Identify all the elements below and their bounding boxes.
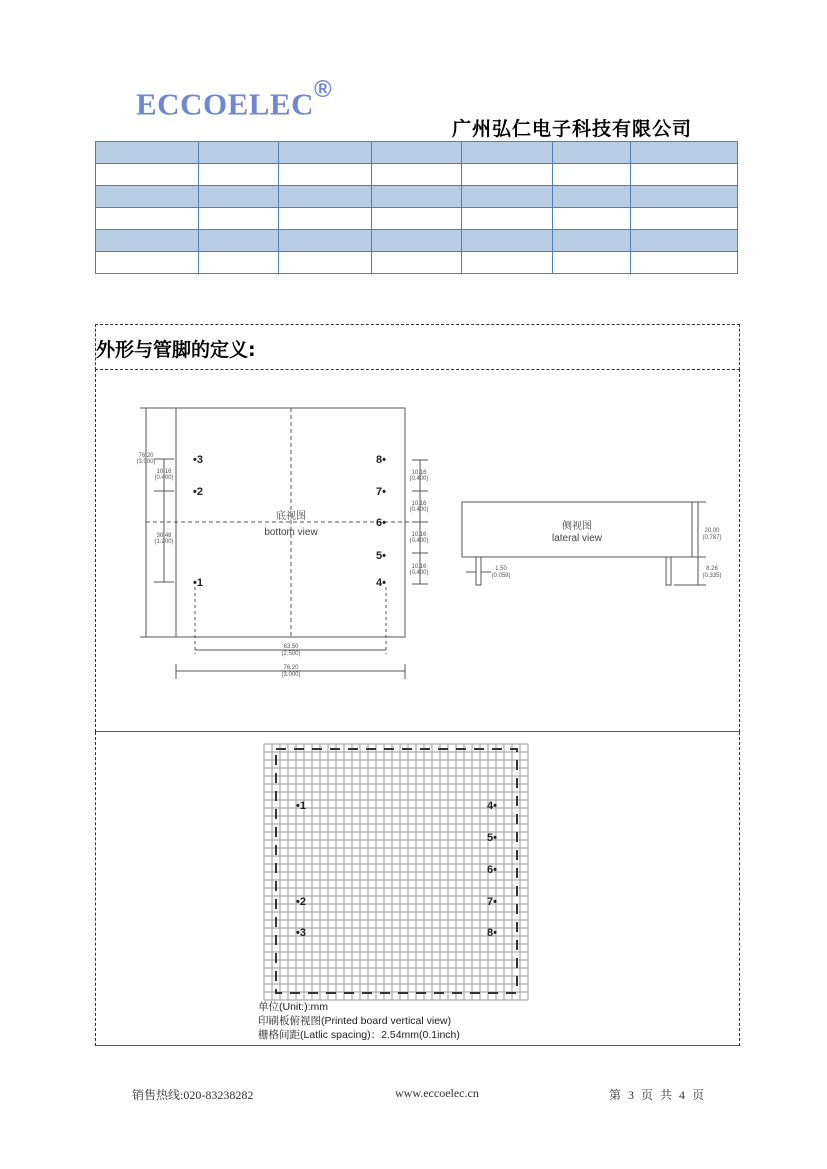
header-table-cell [278,186,371,208]
dim-pitch-r4-in: (0.400) [409,570,429,576]
company-logo [136,76,333,122]
pcb-pin-6: 6• [487,864,497,876]
header-table-cell [462,164,553,186]
header-table-cell [462,208,553,230]
bv-pin-5: 5• [376,550,386,562]
header-table-cell [631,252,738,274]
pcb-pin-2: •2 [296,896,306,908]
header-table-cell [198,186,278,208]
header-table-cell [278,164,371,186]
header-table-cell [462,230,553,252]
header-table-cell [96,186,199,208]
dim-pitch-r2-in: (0.400) [409,507,429,513]
header-table-cell [371,252,462,274]
lateral-view-title-cn: 侧视图 [562,521,592,532]
header-table-cell [553,164,631,186]
header-table-cell [631,164,738,186]
dim-width: 76.20 [283,665,299,671]
dim-span-in: (1.200) [154,539,174,545]
header-table-cell [631,186,738,208]
footer-page-number: 第 3 页 共 4 页 [609,1088,707,1102]
outline-drawing-cell [95,369,740,732]
company-name: 广州弘仁电子科技有限公司 [452,118,693,140]
bv-pin-4: 4• [376,577,386,589]
header-table-cell [553,186,631,208]
header-table-row [96,164,738,186]
dim-pin-row-span-in: (2.500) [281,651,301,657]
header-table-cell [462,252,553,274]
note-unit: 单位(Unit:):mm [258,1001,328,1013]
bv-pin-1: •1 [193,577,203,589]
dim-pin-length-in: (0.335) [702,573,722,579]
section-title: 外形与管脚的定义: [96,339,256,361]
footer-hotline: 销售热线:020-83238282 [132,1088,254,1102]
dim-width-in: (3.000) [281,672,301,678]
header-table-cell [96,230,199,252]
header-table-cell [631,208,738,230]
dim-pitch-r1: 10.16 [411,470,427,476]
header-table-cell [631,230,738,252]
header-table-cell [198,208,278,230]
header-table-cell [278,142,371,164]
note-spacing: 栅格间距(Latlic spacing)：2.54mm(0.1inch) [258,1029,460,1041]
pcb-pin-1: •1 [296,800,306,812]
dim-pitch-left-in: (0.400) [154,475,174,481]
dim-height-in: (3.000) [136,459,156,465]
dim-span: 30.48 [156,533,172,539]
lateral-pin-right [666,557,671,585]
header-table-row [96,252,738,274]
bv-pin-2: •2 [193,486,203,498]
section-title-row [95,324,740,370]
header-table-cell [96,142,199,164]
header-table-cell [278,208,371,230]
logo-text: ECCOELEC [136,86,314,122]
header-table [95,141,738,274]
outline-drawing [96,369,739,731]
header-table-cell [371,208,462,230]
header-table-cell [278,252,371,274]
header-table-cell [96,208,199,230]
header-table-cell [278,230,371,252]
lateral-pin-left [476,557,481,585]
dim-height: 76.20 [138,453,154,459]
header-table-cell [553,208,631,230]
header-table-cell [198,230,278,252]
dim-body-height: 20.00 [704,528,720,534]
header-table-cell [553,142,631,164]
dim-pin-dia: 1.50 [495,566,507,572]
bv-pin-6: 6• [376,517,386,529]
pcb-pin-4: 4• [487,800,497,812]
header-table-row [96,230,738,252]
pcb-drawing-cell [95,732,740,1046]
header-table-cell [96,164,199,186]
dim-pin-length: 8.26 [706,566,718,572]
lateral-view-title-en: lateral view [551,533,603,544]
dim-pin-dia-in: (0.059) [491,573,511,579]
dim-pitch-r2: 10.16 [411,501,427,507]
bv-pin-7: 7• [376,486,386,498]
footer-website[interactable]: www.eccoelec.cn [395,1086,479,1100]
header-table-cell [96,252,199,274]
bottom-view-title-cn: 底视图 [276,511,306,522]
pcb-pin-5: 5• [487,832,497,844]
dim-pitch-r1-in: (0.400) [409,476,429,482]
header-table-row [96,208,738,230]
dim-pitch-r4: 10.16 [411,564,427,570]
dim-pitch-r3: 10.16 [411,532,427,538]
pcb-pin-7: 7• [487,896,497,908]
header-table-cell [631,142,738,164]
dim-pitch-left: 10.16 [156,469,172,475]
pcb-grid-drawing [96,732,739,1045]
pcb-notes [258,1000,460,1042]
pcb-pin-3: •3 [296,927,306,939]
registered-mark: ® [313,76,333,103]
bv-pin-8: 8• [376,454,386,466]
header-table-cell [462,142,553,164]
dim-pitch-r3-in: (0.400) [409,538,429,544]
header-table-cell [371,142,462,164]
header-table-row [96,186,738,208]
bottom-view-title-en: bottom view [264,527,318,538]
header-table-cell [553,252,631,274]
header-table-cell [371,230,462,252]
bv-pin-3: •3 [193,454,203,466]
dim-body-height-in: (0.787) [702,535,722,541]
header-table-cell [462,186,553,208]
header-table-cell [371,186,462,208]
header-table-cell [198,164,278,186]
header-table-cell [198,252,278,274]
note-view: 印刷板俯视图(Printed board vertical view) [258,1015,452,1027]
header-table-cell [371,164,462,186]
pcb-pin-8: 8• [487,927,497,939]
header-table-cell [198,142,278,164]
header-table-cell [553,230,631,252]
header-table-row [96,142,738,164]
dim-pin-row-span: 63.50 [283,644,299,650]
